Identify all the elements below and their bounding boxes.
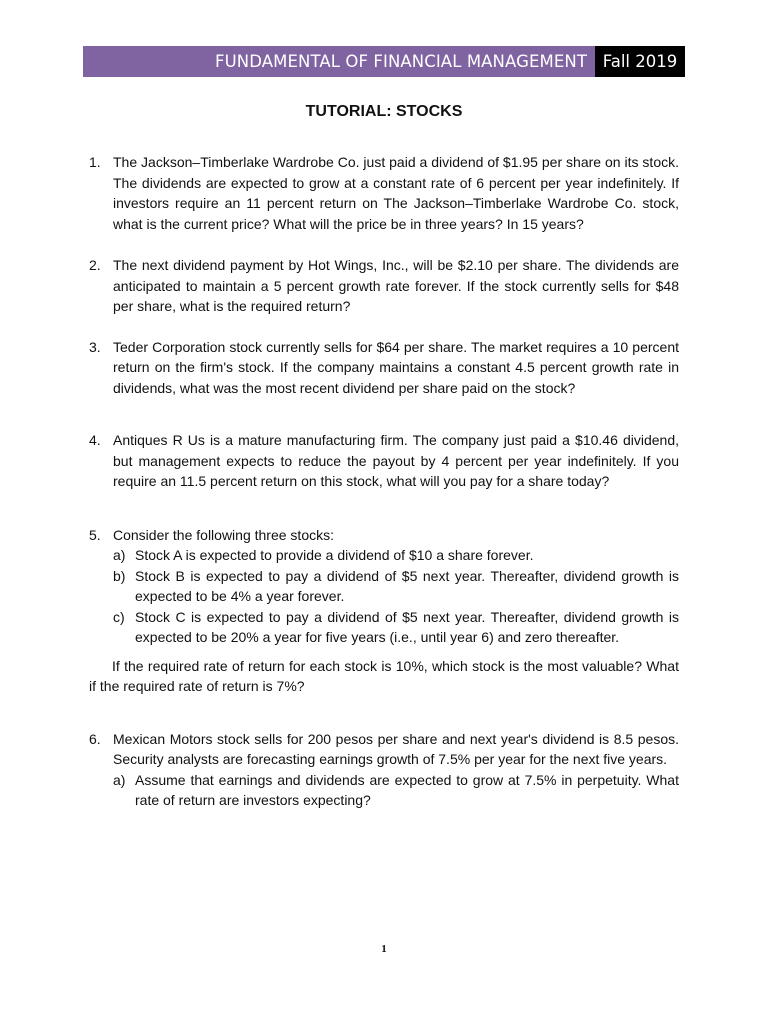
document-header: [83, 46, 685, 77]
sub-item-letter: a): [113, 771, 126, 788]
question-list: [89, 152, 679, 811]
sub-item-text: Stock C is expected to pay a dividend of $5 next year. Thereafter, dividend growth is expected to be 20% a year for five years (i.e., until year 6) and zero thereafter.: [135, 608, 679, 645]
question-3: [89, 337, 679, 399]
sub-item-letter: b): [113, 567, 126, 584]
question-number: 1.: [89, 154, 101, 170]
question-text: Antiques R Us is a mature manufacturing firm. The company just paid a $10.46 dividend, but management expects to reduce the payout by 4 percent per year indefinitely. If you require an 11.5 percent return on this stock, what will you pay for a share today?: [113, 432, 679, 489]
sub-item-letter: a): [113, 547, 126, 563]
sub-item-letter: c): [113, 608, 125, 625]
question-number: 3.: [89, 338, 101, 355]
course-title: FUNDAMENTAL OF FINANCIAL MANAGEMENT: [83, 46, 595, 77]
page-title: TUTORIAL: STOCKS: [305, 103, 463, 120]
question-text: The next dividend payment by Hot Wings, Inc., will be $2.10 per share. The dividends are anticipated to maintain a 5 percent growth rate forever. If the stock currently sells for $48 per share, what is the required return?: [113, 257, 679, 314]
question-2: [89, 255, 679, 317]
sub-item-text: Stock A is expected to provide a dividend of $10 a share forever.: [135, 547, 534, 563]
question-text: Consider the following three stocks:: [113, 526, 334, 543]
question-text: Mexican Motors stock sells for 200 pesos per share and next year's dividend is 8.5 pesos. Security analysts are forecasting earnings growth of 7.5% per year for the next five years.: [113, 730, 679, 767]
question-number: 5.: [89, 526, 101, 543]
question-5: [89, 525, 679, 648]
sub-item-a: [113, 545, 679, 566]
question-6: [89, 729, 679, 811]
sub-item-c: [113, 607, 679, 648]
sub-item-text: Stock B is expected to pay a dividend of $5 next year. Thereafter, dividend growth is expected to be 4% a year forever.: [135, 567, 679, 604]
question-number: 4.: [89, 432, 101, 448]
sub-item-a: [113, 770, 679, 811]
question-5-followup: If the required rate of return for each stock is 10%, which stock is the most valuable? What if the required rate of return is 7%?: [89, 657, 679, 694]
question-1: [89, 152, 679, 234]
sub-item-text: Assume that earnings and dividends are expected to grow at 7.5% in perpetuity. What rate of return are investors expecting?: [135, 771, 679, 808]
sub-item-b: [113, 566, 679, 607]
term-label: Fall 2019: [595, 46, 685, 77]
question-text: The Jackson–Timberlake Wardrobe Co. just paid a dividend of $1.95 per share on its stock. The dividends are expected to grow at a constant rate of 6 percent per year indefinitely. If investors require an 11 percent return on The Jackson–Timberlake Wardrobe Co. stock, what is the current price? What will the price be in three years? In 15 years?: [113, 154, 679, 232]
question-text: Teder Corporation stock currently sells for $64 per share. The market requires a 10 percent return on the firm's stock. If the company maintains a constant 4.5 percent growth rate in dividends, what was the most recent dividend per share paid on the stock?: [113, 338, 679, 396]
page-number: 1: [381, 943, 387, 955]
question-4: [89, 430, 679, 492]
question-number: 6.: [89, 730, 101, 747]
question-number: 2.: [89, 257, 101, 273]
